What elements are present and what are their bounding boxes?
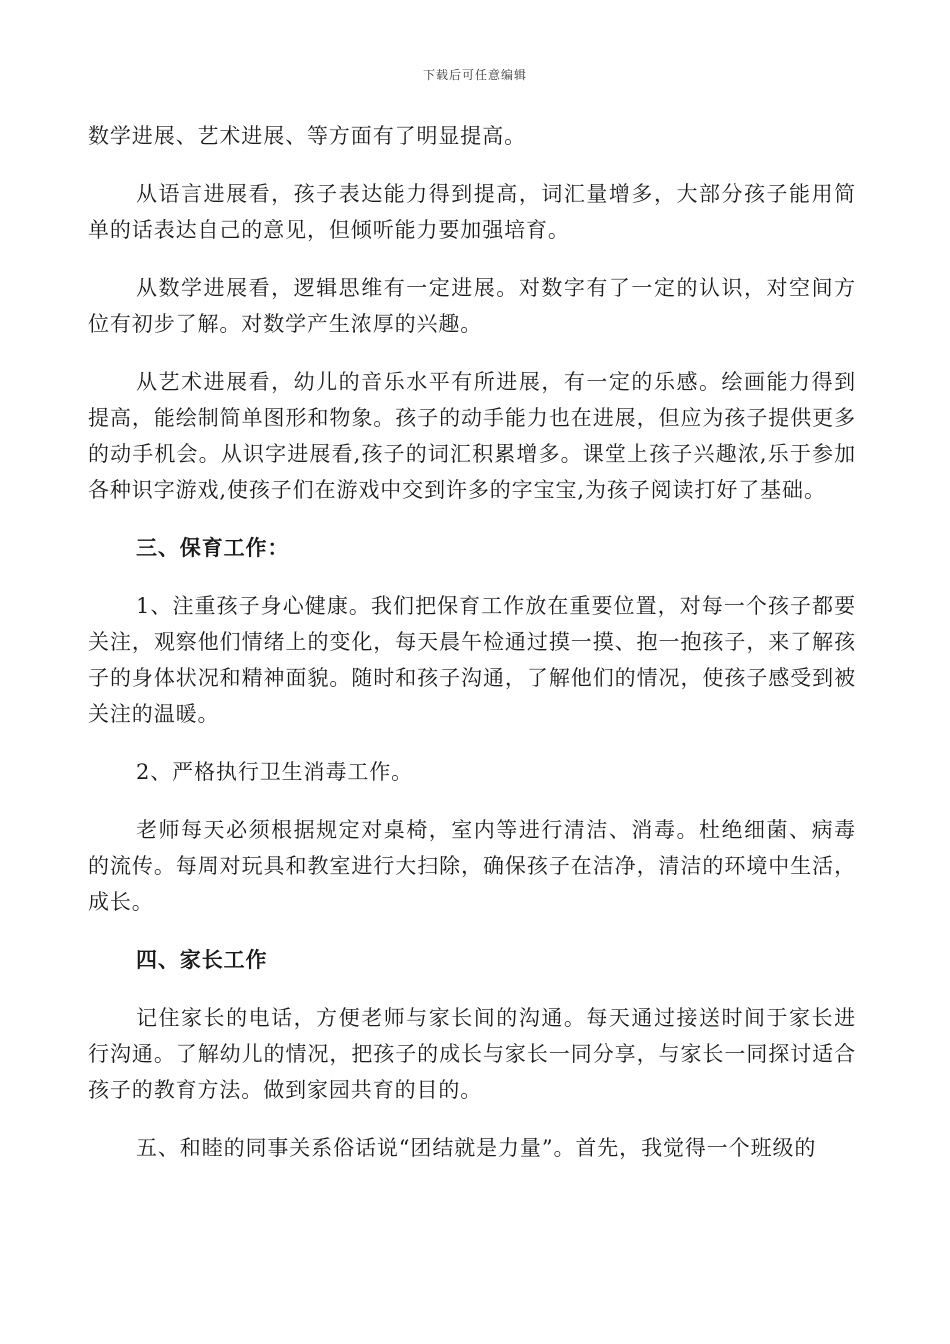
paragraph-art: 从艺术进展看，幼儿的音乐水平有所进展，有一定的乐感。绘画能力得到提高，能绘制简单图形和物象。孩子的动手能力也在进展，但应为孩子提供更多的动手机会。从识字进展看,孩子的词汇积累增多。课堂上孩子兴趣浓,乐于参加各种识字游戏,使孩子们在游戏中交到许多的字宝宝,为孩子阅读打好了基础。: [88, 370, 856, 502]
section-heading-parents: 四、家长工作: [136, 948, 268, 972]
document-body: [88, 118, 856, 1166]
paragraph-language: 从语言进展看，孩子表达能力得到提高，词汇量增多，大部分孩子能用简单的话表达自己的意见，但倾听能力要加强培育。: [88, 182, 856, 242]
paragraph-disinfection: 老师每天必须根据规定对桌椅，室内等进行清洁、消毒。杜绝细菌、病毒的流传。每周对玩具和教室进行大扫除，确保孩子在洁净，清洁的环境中生活，成长。: [88, 818, 856, 914]
paragraph-care-item-1: 1、注重孩子身心健康。我们把保育工作放在重要位置，对每一个孩子都要关注，观察他们情绪上的变化，每天晨午检通过摸一摸、抱一抱孩子，来了解孩子的身体状况和精神面貌。随时和孩子沟通，了解他们的情况，使孩子感受到被关注的温暖。: [88, 594, 856, 726]
paragraph-math: 从数学进展看，逻辑思维有一定进展。对数字有了一定的认识，对空间方位有初步了解。对数学产生浓厚的兴趣。: [88, 276, 856, 336]
paragraph-colleagues: 五、和睦的同事关系俗话说“团结就是力量”。首先，我觉得一个班级的: [136, 1136, 817, 1160]
page-header: 下载后可任意编辑: [422, 68, 527, 82]
paragraph-parents: 记住家长的电话，方便老师与家长间的沟通。每天通过接送时间于家长进行沟通。了解幼儿的情况，把孩子的成长与家长一同分享，与家长一同探讨适合孩子的教育方法。做到家园共育的目的。: [88, 1006, 856, 1102]
paragraph-continuation: 数学进展、艺术进展、等方面有了明显提高。: [88, 124, 526, 148]
paragraph-care-item-2: 2、严格执行卫生消毒工作。: [136, 760, 414, 784]
section-heading-care: 三、保育工作：: [136, 536, 290, 560]
